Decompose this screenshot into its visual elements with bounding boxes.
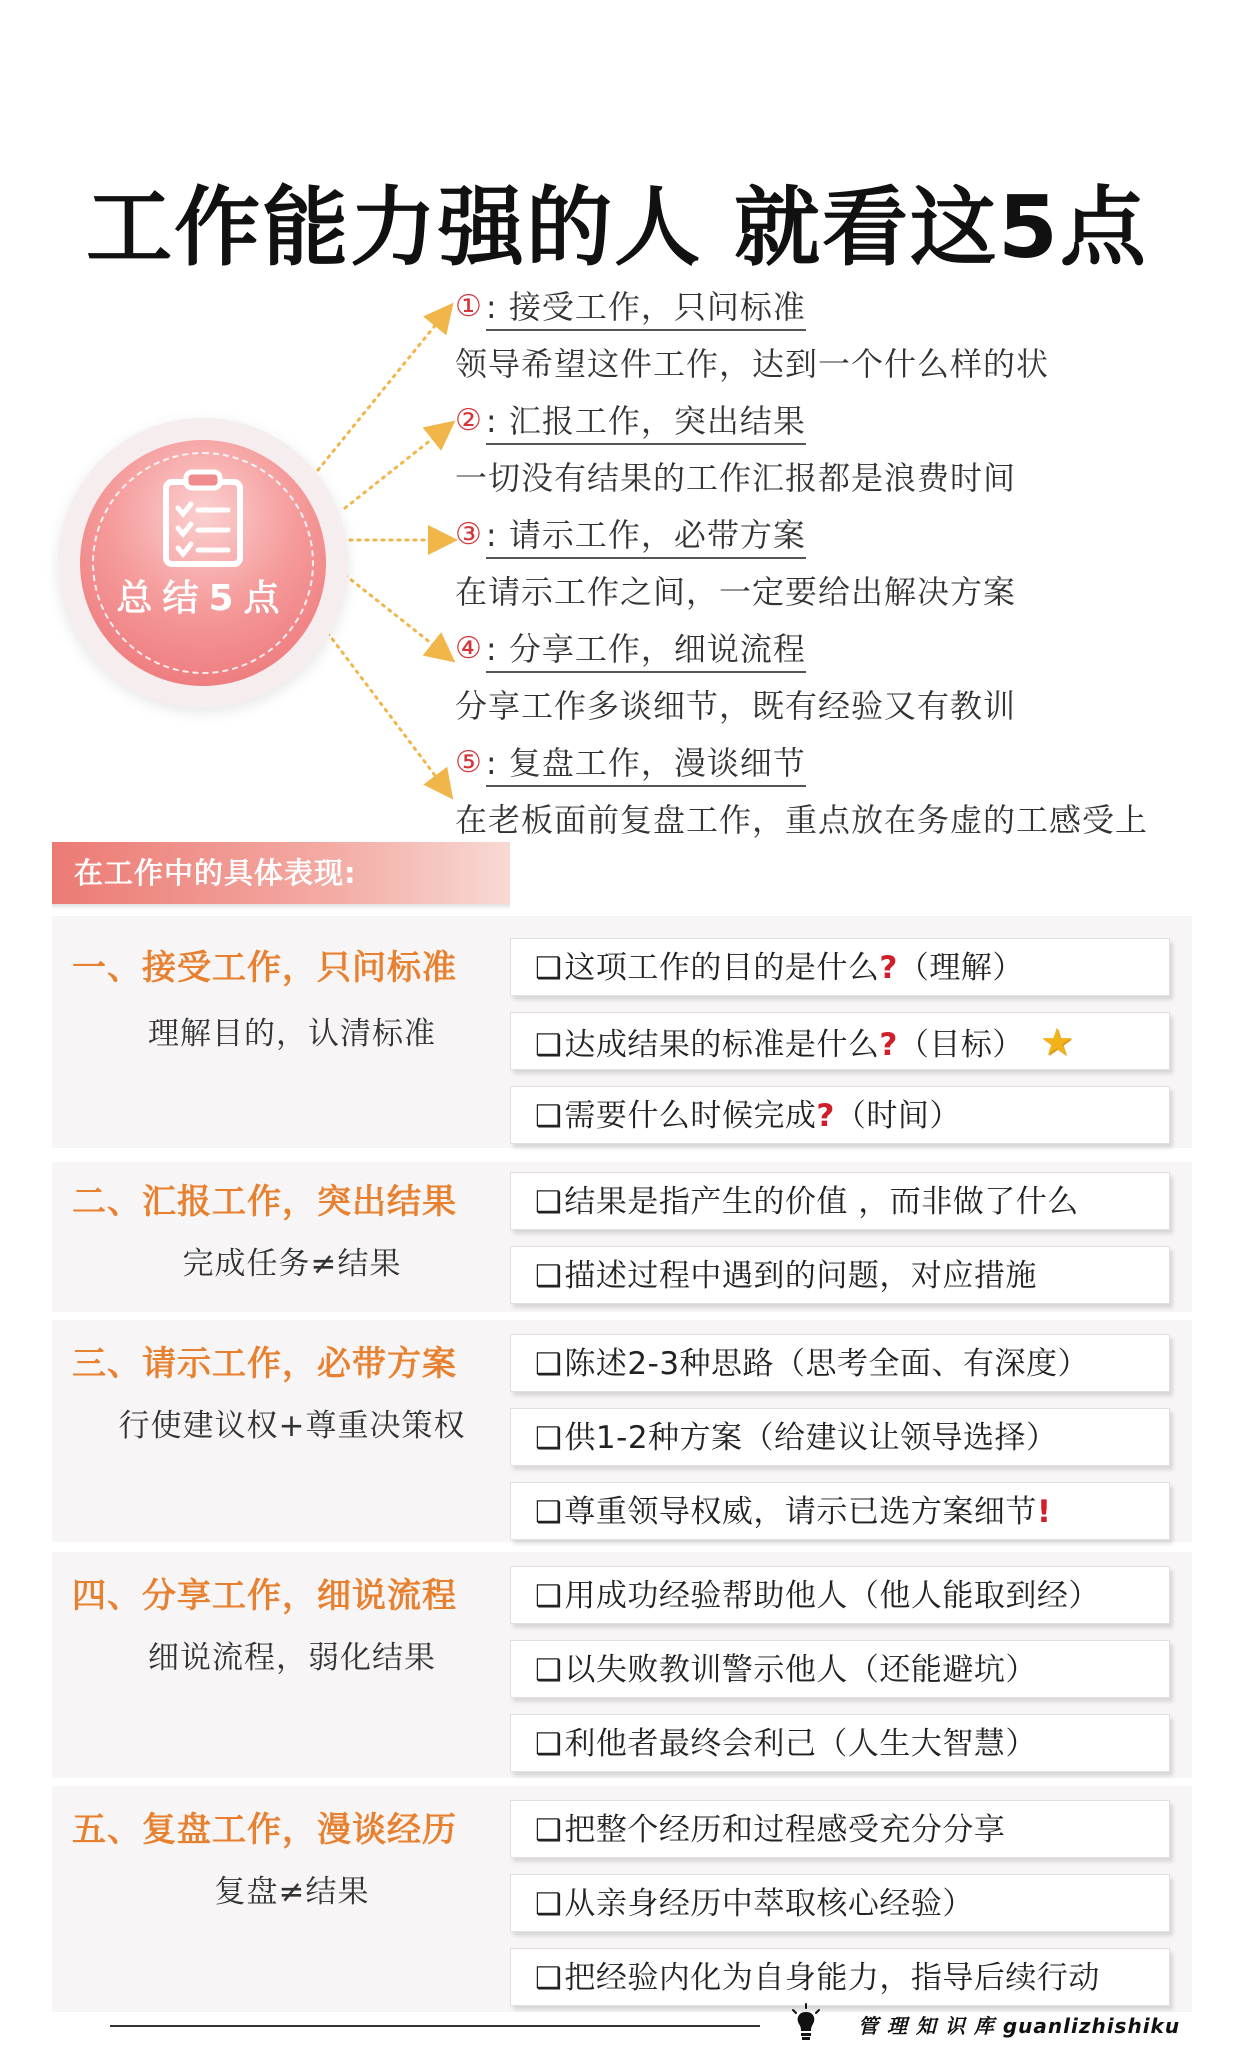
section-title: 一、接受工作，只问标准 [72,948,457,988]
checklist-item: ❑结果是指产生的价值 ，而非做了什么 [510,1172,1170,1230]
point-2 [455,396,1016,499]
checkbox-icon: ❑ [535,1653,563,1688]
section-subtitle: 复盘≠结果 [214,1874,370,1910]
checklist-item: ❑供1-2种方案（给建议让领导选择） [510,1408,1170,1466]
checklist-item: ❑把经验内化为自身能力，指导后续行动 [510,1948,1170,2006]
section-subtitle: 细说流程，弱化结果 [148,1640,436,1676]
checklist-item: ❑需要什么时候完成?（时间） [510,1086,1170,1144]
checkbox-icon: ❑ [535,1347,563,1382]
checkbox-icon: ❑ [535,1813,563,1848]
checkbox-icon: ❑ [535,1099,563,1134]
checklist-item: ❑描述过程中遇到的问题，对应措施 [510,1246,1170,1304]
point-heading: : 请示工作，必带方案 [486,510,806,559]
checkbox-icon: ❑ [535,1727,563,1762]
subheading-shadow [52,904,510,910]
section-subtitle: 完成任务≠结果 [182,1246,402,1282]
point-description: 分享工作多谈细节，既有经验又有教训 [455,687,1017,725]
point-number: ② [455,403,482,438]
section-title: 四、分享工作，细说流程 [72,1576,457,1616]
section-review-work [52,1786,1192,2012]
point-description: 在请示工作之间，一定要给出解决方案 [455,573,1017,611]
section-subtitle: 理解目的，认清标准 [148,1016,436,1052]
section-title: 五、复盘工作，漫谈经历 [72,1810,457,1850]
footer-brand: 管 理 知 识 库 guanlizhishiku [858,2014,1181,2038]
point-5 [455,738,1148,841]
point-description: 一切没有结果的工作汇报都是浪费时间 [455,459,1017,497]
point-description: 在老板面前复盘工作，重点放在务虚的工感受上 [455,801,1149,839]
checklist-item: ❑利他者最终会利己（人生大智慧） [510,1714,1170,1772]
point-heading: : 分享工作，细说流程 [486,624,806,673]
footer-divider [110,2025,760,2027]
checkbox-icon: ❑ [535,1961,563,1996]
point-number: ④ [455,631,482,666]
section-title: 二、汇报工作，突出结果 [72,1182,457,1222]
point-heading: : 复盘工作，漫谈细节 [486,738,806,787]
point-heading: : 汇报工作，突出结果 [486,396,806,445]
checklist-item: ❑从亲身经历中萃取核心经验） [510,1874,1170,1932]
section-report-work [52,1162,1192,1312]
checkbox-icon: ❑ [535,951,563,986]
checklist-item: ❑以失败教训警示他人（还能避坑） [510,1640,1170,1698]
point-heading: : 接受工作，只问标准 [486,282,806,331]
checklist-item: ❑用成功经验帮助他人（他人能取到经） [510,1566,1170,1624]
checklist-item: ❑陈述2-3种思路（思考全面、有深度） [510,1334,1170,1392]
checklist-item: ❑尊重领导权威，请示已选方案细节! [510,1482,1170,1540]
section-accept-work [52,916,1192,1148]
checkbox-icon: ❑ [535,1579,563,1614]
point-3 [455,510,1016,613]
section-subtitle: 行使建议权+尊重决策权 [118,1408,466,1444]
checkbox-icon: ❑ [535,1421,563,1456]
checkbox-icon: ❑ [535,1185,563,1220]
lightbulb-icon [788,2003,824,2043]
section-subheading: 在工作中的具体表现: [52,842,510,904]
checkbox-icon: ❑ [535,1259,563,1294]
point-4 [455,624,1016,727]
star-icon: ★ [1039,1020,1075,1064]
point-1 [455,282,1049,385]
checkbox-icon: ❑ [535,1887,563,1922]
clipboard-checklist-icon [158,468,248,568]
checklist-item: ❑达成结果的标准是什么?（目标） ★ [510,1012,1170,1070]
checkbox-icon: ❑ [535,1495,563,1530]
point-description: 领导希望这件工作，达到一个什么样的状 [455,345,1050,383]
checkbox-icon: ❑ [535,1028,563,1063]
page-title: 工作能力强的人 就看这5点 [86,178,1148,278]
checklist-item: ❑把整个经历和过程感受充分分享 [510,1800,1170,1858]
section-share-work [52,1552,1192,1778]
point-number: ③ [455,517,482,552]
point-number: ① [455,289,482,324]
section-title: 三、请示工作，必带方案 [72,1344,457,1384]
badge-label: 总结5点 [116,578,290,619]
checklist-item: ❑这项工作的目的是什么?（理解） [510,938,1170,996]
point-number: ⑤ [455,745,482,780]
section-request-work [52,1320,1192,1542]
